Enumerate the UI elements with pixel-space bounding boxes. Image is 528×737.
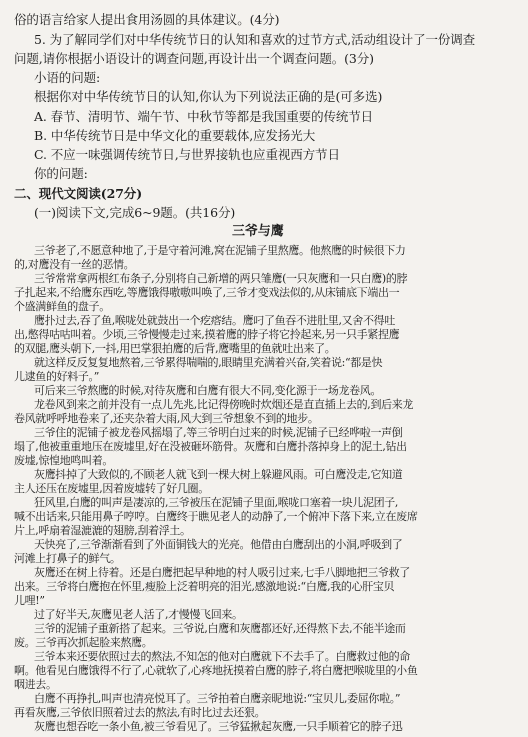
passage-line: 片上,呼扇着湿漉漉的翅膀,刮着浮土。 [14, 524, 191, 537]
passage-line: 喊不出话来,只能用鼻子哼哼。白鹰终于瞧见老人的动静了,一个俯冲下落下来,立在废席 [14, 510, 418, 523]
passage-line: 就这样反反复复地熬着,三爷累得喘喘的,眼睛里充满着兴奋,笑着说:“都是快 [34, 356, 383, 369]
passage-line: 啊。他看见白鹰饿得不行了,心就软了,心疼地抚摸着白鹰的脖子,将白鹰把喉咙里的小鱼 [14, 664, 418, 677]
passage-line: 三爷的泥铺子重新搭了起来。三爷说,白鹰和灰鹰都还好,还得熬下去,不能半途而 [34, 622, 406, 635]
passage-line: 的双腿,鹰头朝下,一抖,用巴掌狠拍鹰的后背,鹰嘴里的鱼就吐出来了。 [14, 342, 336, 355]
passage-line: 三爷本来还要依照过去的熬法,不知怎的他对白鹰就下不去手了。白鹰救过他的命 [34, 650, 410, 663]
option-b: B. 中华传统节日是中华文化的重要载体,应发扬光大 [34, 128, 316, 143]
text-line: 问题,请你根据小语设计的调查问题,再设计出一个调查问题。(3分) [14, 51, 374, 66]
section-heading: 二、现代文阅读(27分) [14, 186, 143, 201]
sample-question-text: 根据你对中华传统节日的认知,你认为下列说法正确的是(可多选) [34, 89, 383, 104]
passage-line: 废墟,惊惶地鸣叫着。 [14, 454, 113, 467]
passage-line: 过了好半天,灰鹰见老人活了,才慢慢飞回来。 [34, 608, 243, 621]
passage-line: 子扎起来,不给鹰东西吃,等鹰饿得嗷嗷叫唤了,三爷才变戏法似的,从床铺底下端出一 [14, 286, 400, 299]
passage-line: 河滩上打鼻子的鲜气。 [14, 552, 121, 565]
passage-line: 出,憋得咕咕叫着。少顷,三爷慢慢走过来,摸着鹰的脖子将它拎起来,另一只手紧捏鹰 [14, 328, 400, 341]
passage-line: 天快亮了,三爷渐渐看到了外面铜钱大的光亮。他借由白鹰刮出的小洞,呼吸到了 [34, 538, 403, 551]
passage-line: 灰鹰也想吞吃一条小鱼,被三爷看见了。三爷猛揪起灰鹰,一只手顺着它的脖子迅 [34, 720, 403, 733]
reading-instruction: (一)阅读下文,完成6~9题。(共16分) [34, 205, 236, 220]
sample-question-label: 小语的问题: [34, 70, 101, 85]
your-question-label: 你的问题: [34, 166, 88, 181]
passage-line: 儿逮鱼的好料子。” [14, 370, 99, 383]
passage-line: 的,对鹰没有一丝的恶情。 [14, 258, 135, 271]
passage-line: 狂风里,白鹰的叫声是凄凉的,三爷被压在泥铺子里面,喉咙口塞着一块儿泥团子, [34, 496, 399, 509]
passage-line: 出来。三爷将白鹰抱在怀里,瘦脸上泛着明亮的泪光,感激地说:“白鹰,我的心肝宝贝 [14, 580, 395, 593]
passage-line: 卷风就呼呼地卷来了,还夹杂着大雨,风大到三爷想象不到的地步。 [14, 412, 319, 425]
passage-line: 咽进去。 [14, 678, 57, 691]
passage-line: 三爷住的泥铺子被龙卷风摇塌了,等三爷明白过来的时候,泥铺子已经哗啦一声倒 [34, 426, 403, 439]
question-5: 5. 为了解同学们对中华传统节日的认知和喜欢的过节方式,活动组设计了一份调查 [34, 32, 476, 47]
passage-line: 灰鹰还在树上待着。还是白鹰把起早种地的村人吸引过来,七手八脚地把三爷救了 [34, 566, 410, 579]
passage-line: 三爷常常拿两根红布条子,分别将自己新增的两只雏鹰(一只灰鹰和一只白鹰)的脖 [34, 272, 408, 285]
text-line: 俗的语言给家人提出食用汤圆的具体建议。(4分) [14, 12, 280, 27]
passage-line: 三爷老了,不愿意种地了,于是守着河滩,窝在泥铺子里熬鹰。他熬鹰的时候很下力 [34, 244, 406, 257]
passage-line: 废。三爷再次抓起脸来熬鹰。 [14, 636, 153, 649]
option-c: C. 不应一味强调传统节日,与世界接轨也应重视西方节日 [34, 147, 340, 162]
passage-line: 灰鹰抖掉了大致似的,不顾老人就飞到一棵大树上躲避风雨。可白鹰没走,它知道 [34, 468, 403, 481]
option-a: A. 春节、清明节、端午节、中秋节等都是我国重要的传统节日 [34, 109, 374, 124]
passage-line: 儿哩!” [14, 594, 45, 607]
passage-line: 个盛满鲜鱼的盘子。 [14, 300, 110, 313]
passage-line: 塌了,他被重重地压在废墟里,好在没被砸坏筋骨。灰鹰和白鹰扑落掉身上的泥土,钻出 [14, 440, 407, 453]
passage-line: 白鹰不再挣扎,叫声也清亮悦耳了。三爷拍着白鹰亲昵地说:“宝贝儿,委屈你啦。” [34, 692, 401, 705]
passage-line: 龙卷风到来之前并没有一点儿先兆,比记得傍晚时炊烟还是直直插上去的,到后来龙 [34, 398, 414, 411]
passage-line: 可后来三爷熬鹰的时候,对待灰鹰和白鹰有很大不同,变化源于一场龙卷风。 [34, 384, 382, 397]
passage-title: 三爷与鹰 [232, 224, 284, 239]
passage-line: 主人还压在废墟里,因着废墟转了好几圈。 [14, 482, 209, 495]
passage-line: 鹰扑过去,吞了鱼,喉咙处就鼓出一个疙瘩结。鹰叼了鱼吞不进肚里,又舍不得吐 [34, 314, 395, 327]
passage-line: 再看灰鹰,三爷依旧照着过去的熬法,有时比过去还狠。 [14, 706, 266, 719]
